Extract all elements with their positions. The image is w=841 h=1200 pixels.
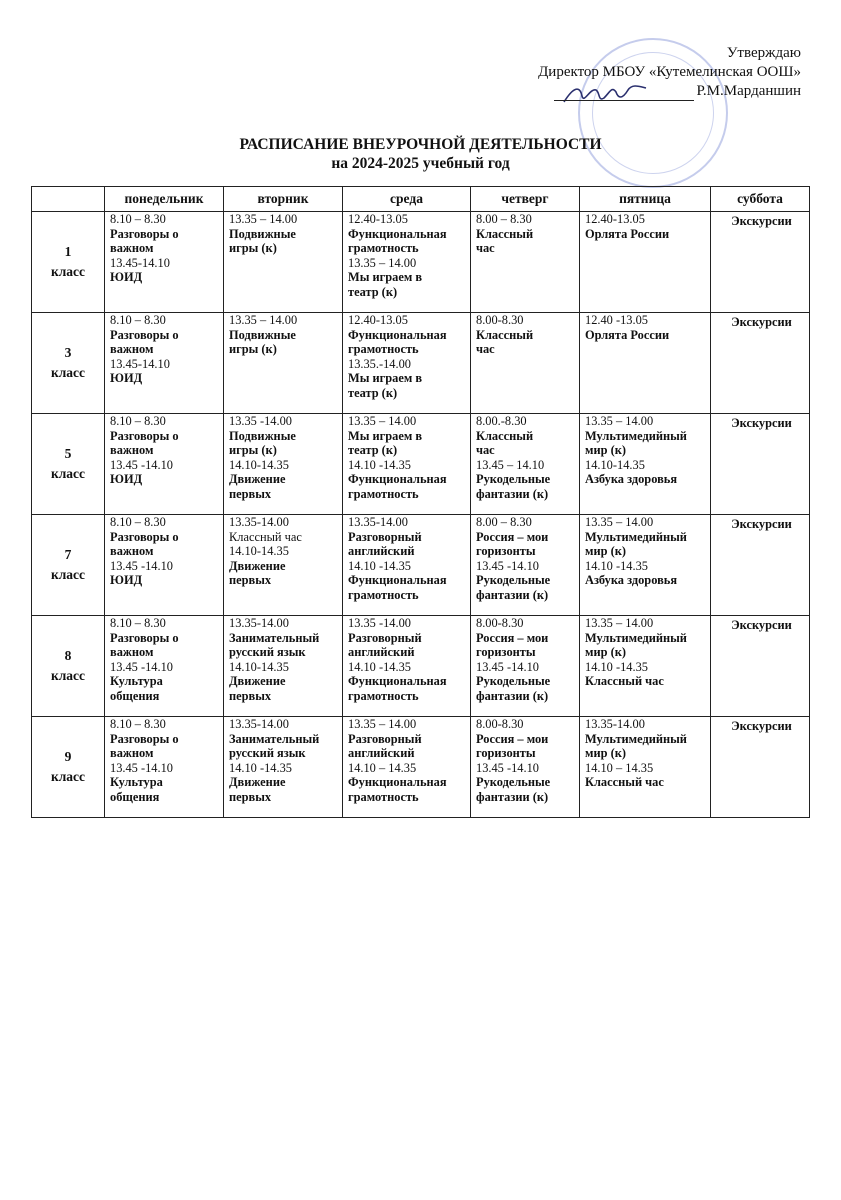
activity-name: Разговоры о — [110, 529, 179, 544]
day-header: пятница — [580, 187, 711, 212]
schedule-cell — [224, 717, 343, 818]
time-slot: 8.00-8.30 — [476, 313, 524, 327]
time-slot: 13.35-14.00 — [229, 616, 289, 630]
schedule-cell — [471, 212, 580, 313]
activity-name: театр (к) — [348, 385, 398, 400]
time-slot: 13.35 -14.00 — [348, 616, 411, 630]
time-slot: 13.35 – 14.00 — [348, 717, 417, 731]
activity-name: Функциональная — [348, 327, 447, 342]
activity-name: общения — [110, 789, 160, 804]
class-row — [32, 313, 810, 414]
class-row — [32, 616, 810, 717]
activity-name: Разговорный — [348, 529, 422, 544]
schedule-cell — [343, 717, 471, 818]
activity-name: важном — [110, 645, 154, 659]
day-header: понедельник — [105, 187, 224, 212]
header-row — [32, 187, 810, 212]
activity-name: Мы играем в — [348, 428, 423, 443]
class-label-line: класс — [50, 466, 86, 481]
activity-name: Подвижные — [229, 428, 296, 443]
activity-name: Орлята России — [585, 327, 670, 342]
activity-name: Рукодельные — [476, 674, 551, 688]
time-slot: 13.45 -14.10 — [110, 659, 173, 674]
activity-name: фантазии (к) — [476, 789, 549, 804]
activity-name: Классный час — [585, 775, 664, 789]
time-slot: 8.10 – 8.30 — [110, 515, 166, 529]
class-label-line: класс — [50, 769, 86, 784]
activity-name: Рукодельные — [476, 573, 551, 587]
time-slot: 14.10-14.35 — [585, 457, 645, 472]
class-label-line: 9 — [64, 749, 72, 764]
saturday-activity: Экскурсии — [731, 214, 792, 228]
saturday-cell — [711, 414, 810, 515]
schedule-cell — [343, 212, 471, 313]
activity-name: важном — [110, 746, 154, 760]
activity-name: Разговоры о — [110, 226, 179, 241]
time-slot: 12.40-13.05 — [348, 313, 408, 327]
class-label-line: 5 — [64, 446, 72, 461]
time-slot: 14.10 – 14.35 — [348, 760, 417, 775]
activity-name: английский — [348, 544, 415, 558]
class-row — [32, 414, 810, 515]
activity-name: грамотность — [348, 342, 419, 356]
activity-name: Разговоры о — [110, 327, 179, 342]
saturday-cell — [711, 717, 810, 818]
schedule-cell — [105, 616, 224, 717]
activity-name: театр (к) — [348, 443, 398, 457]
activity-name: театр (к) — [348, 284, 398, 299]
approval-title: Утверждаю — [726, 45, 801, 61]
saturday-activity: Экскурсии — [731, 719, 792, 733]
schedule-cell — [105, 515, 224, 616]
saturday-activity: Экскурсии — [731, 315, 792, 329]
time-slot: 12.40 -13.05 — [585, 313, 648, 327]
schedule-cell — [580, 515, 711, 616]
activity-name: Россия – мои — [476, 731, 549, 746]
activity-name: важном — [110, 342, 154, 356]
day-header: среда — [343, 187, 471, 212]
activity-name: час — [476, 241, 495, 255]
activity-name: мир (к) — [585, 746, 626, 760]
class-label-line: 7 — [64, 547, 72, 562]
time-slot: 8.10 – 8.30 — [110, 212, 166, 226]
activity-name: Мультимедийный — [585, 428, 687, 443]
saturday-activity: Экскурсии — [731, 618, 792, 632]
activity-name: фантазии (к) — [476, 486, 549, 501]
time-slot: 13.35-14.00 — [585, 717, 645, 731]
class-row — [32, 515, 810, 616]
schedule-cell — [343, 414, 471, 515]
title-sub: на 2024-2025 учебный год — [331, 155, 510, 172]
schedule-cell — [224, 616, 343, 717]
time-slot: 14.10-14.35 — [229, 544, 289, 558]
time-slot: 14.10 -14.35 — [348, 558, 411, 573]
time-slot: 13.45 -14.10 — [476, 558, 539, 573]
activity-name: Функциональная — [348, 775, 447, 789]
activity-name: грамотность — [348, 486, 419, 501]
saturday-cell — [711, 616, 810, 717]
activity-name: мир (к) — [585, 645, 626, 659]
schedule-cell — [343, 313, 471, 414]
time-slot: 14.10 -14.35 — [348, 659, 411, 674]
activity-name: Разговоры о — [110, 630, 179, 645]
day-header: суббота — [711, 187, 810, 212]
title-main: РАСПИСАНИЕ ВНЕУРОЧНОЙ ДЕЯТЕЛЬНОСТИ — [239, 136, 602, 153]
approval-position: Директор МБОУ «Кутемелинская ООШ» — [538, 64, 801, 80]
activity-name: Азбука здоровья — [585, 472, 678, 486]
activity-name: Занимательный — [229, 630, 320, 645]
activity-name: Орлята России — [585, 226, 670, 241]
schedule-cell — [471, 313, 580, 414]
class-label-line: класс — [50, 365, 86, 380]
schedule-cell — [343, 515, 471, 616]
schedule-cell — [105, 414, 224, 515]
time-slot: 13.35-14.00 — [348, 515, 408, 529]
time-slot: 12.40-13.05 — [348, 212, 408, 226]
activity-name: Подвижные — [229, 327, 296, 342]
time-slot: 12.40-13.05 — [585, 212, 645, 226]
time-slot: 8.10 – 8.30 — [110, 717, 166, 731]
activity-name: Культура — [110, 674, 163, 688]
time-slot: 14.10 -14.35 — [585, 659, 648, 674]
class-label-line: 8 — [64, 648, 72, 663]
activity-name: Функциональная — [348, 573, 447, 587]
activity-name: Россия – мои — [476, 529, 549, 544]
class-label-line: класс — [50, 264, 86, 279]
activity-name: русский язык — [229, 746, 306, 760]
activity-name: Разговорный — [348, 630, 422, 645]
schedule-cell — [471, 616, 580, 717]
time-slot: 14.10 -14.35 — [348, 457, 411, 472]
schedule-cell — [224, 212, 343, 313]
activity-name: Классный час — [585, 674, 664, 688]
saturday-cell — [711, 515, 810, 616]
time-slot: 13.35 – 14.00 — [585, 414, 654, 428]
time-slot: 13.35-14.00 — [229, 717, 289, 731]
activity-name: Культура — [110, 775, 163, 789]
time-slot: 13.35 – 14.00 — [348, 255, 417, 270]
activity-name: грамотность — [348, 587, 419, 602]
time-slot: 13.35 – 14.00 — [229, 313, 298, 327]
activity-name: английский — [348, 645, 415, 659]
time-slot: Классный час — [229, 529, 302, 544]
activity-name: фантазии (к) — [476, 688, 549, 703]
time-slot: 8.00-8.30 — [476, 717, 524, 731]
activity-name: фантазии (к) — [476, 587, 549, 602]
schedule-cell — [224, 414, 343, 515]
activity-name: Разговорный — [348, 731, 422, 746]
schedule-cell — [580, 414, 711, 515]
class-row — [32, 717, 810, 818]
time-slot: 13.35 – 14.00 — [348, 414, 417, 428]
activity-name: Движение — [229, 775, 286, 789]
activity-name: грамотность — [348, 789, 419, 804]
schedule-cell — [224, 313, 343, 414]
schedule-cell — [580, 616, 711, 717]
activity-name: Функциональная — [348, 674, 447, 688]
schedule-cell — [471, 414, 580, 515]
class-label — [32, 414, 105, 515]
day-header: четверг — [471, 187, 580, 212]
class-label-line: 3 — [64, 345, 72, 360]
activity-name: горизонты — [476, 746, 536, 760]
activity-name: мир (к) — [585, 443, 626, 457]
activity-name: важном — [110, 241, 154, 255]
schedule-cell — [580, 717, 711, 818]
time-slot: 13.35 -14.00 — [229, 414, 292, 428]
time-slot: 13.45-14.10 — [110, 255, 170, 270]
time-slot: 13.45 -14.10 — [110, 558, 173, 573]
time-slot: 13.35-14.00 — [229, 515, 289, 529]
activity-name: первых — [229, 688, 272, 703]
class-label-line: класс — [50, 668, 86, 683]
director-name: Р.М.Марданшин — [696, 83, 801, 99]
activity-name: Россия – мои — [476, 630, 549, 645]
schedule-cell — [471, 515, 580, 616]
class-label-line: класс — [50, 567, 86, 582]
time-slot: 13.45 -14.10 — [110, 760, 173, 775]
time-slot: 8.10 – 8.30 — [110, 313, 166, 327]
time-slot: 8.10 – 8.30 — [110, 414, 166, 428]
time-slot: 14.10 – 14.35 — [585, 760, 654, 775]
activity-name: грамотность — [348, 241, 419, 255]
time-slot: 13.35 – 14.00 — [585, 616, 654, 630]
time-slot: 14.10 -14.35 — [229, 760, 292, 775]
schedule-cell — [580, 313, 711, 414]
activity-name: английский — [348, 746, 415, 760]
saturday-activity: Экскурсии — [731, 517, 792, 531]
activity-name: Мультимедийный — [585, 630, 687, 645]
time-slot: 8.10 – 8.30 — [110, 616, 166, 630]
activity-name: грамотность — [348, 688, 419, 703]
time-slot: 14.10 -14.35 — [585, 558, 648, 573]
schedule-cell — [580, 212, 711, 313]
day-header: вторник — [224, 187, 343, 212]
activity-name: Мультимедийный — [585, 731, 687, 746]
time-slot: 8.00 – 8.30 — [476, 515, 532, 529]
activity-name: игры (к) — [229, 342, 277, 356]
activity-name: Рукодельные — [476, 775, 551, 789]
activity-name: русский язык — [229, 645, 306, 659]
activity-name: ЮИД — [110, 270, 143, 284]
schedule-cell — [105, 212, 224, 313]
activity-name: Движение — [229, 558, 286, 573]
activity-name: Мы играем в — [348, 371, 423, 385]
document-title — [0, 135, 841, 173]
schedule-cell — [471, 717, 580, 818]
time-slot: 13.35.-14.00 — [348, 356, 411, 371]
activity-name: Функциональная — [348, 226, 447, 241]
activity-name: горизонты — [476, 544, 536, 558]
class-label — [32, 515, 105, 616]
schedule-cell — [224, 515, 343, 616]
approval-block — [538, 44, 801, 101]
time-slot: 13.45 -14.10 — [110, 457, 173, 472]
activity-name: Рукодельные — [476, 472, 551, 486]
activity-name: игры (к) — [229, 443, 277, 457]
activity-name: Разговоры о — [110, 428, 179, 443]
activity-name: Мы играем в — [348, 270, 423, 284]
class-row — [32, 212, 810, 313]
activity-name: Занимательный — [229, 731, 320, 746]
class-label — [32, 212, 105, 313]
activity-name: Подвижные — [229, 226, 296, 241]
class-label — [32, 717, 105, 818]
time-slot: 13.35 – 14.00 — [585, 515, 654, 529]
saturday-activity: Экскурсии — [731, 416, 792, 430]
activity-name: час — [476, 342, 495, 356]
class-label — [32, 616, 105, 717]
saturday-cell — [711, 313, 810, 414]
activity-name: Движение — [229, 674, 286, 688]
time-slot: 14.10-14.35 — [229, 659, 289, 674]
time-slot: 8.00 – 8.30 — [476, 212, 532, 226]
activity-name: Классный — [476, 327, 534, 342]
activity-name: ЮИД — [110, 371, 143, 385]
schedule-cell — [105, 717, 224, 818]
activity-name: мир (к) — [585, 544, 626, 558]
time-slot: 13.45 -14.10 — [476, 659, 539, 674]
activity-name: Азбука здоровья — [585, 573, 678, 587]
activity-name: важном — [110, 544, 154, 558]
activity-name: Движение — [229, 472, 286, 486]
activity-name: первых — [229, 486, 272, 501]
signature-underline — [554, 86, 694, 101]
corner-cell — [32, 187, 105, 212]
approval-signature-line — [538, 82, 801, 101]
activity-name: Классный — [476, 226, 534, 241]
activity-name: ЮИД — [110, 472, 143, 486]
schedule-table — [31, 186, 810, 818]
time-slot: 8.00-8.30 — [476, 616, 524, 630]
class-label — [32, 313, 105, 414]
schedule-cell — [105, 313, 224, 414]
time-slot: 8.00.-8.30 — [476, 414, 527, 428]
time-slot: 13.45 -14.10 — [476, 760, 539, 775]
activity-name: общения — [110, 688, 160, 703]
time-slot: 13.35 – 14.00 — [229, 212, 298, 226]
time-slot: 13.45 – 14.10 — [476, 457, 545, 472]
saturday-cell — [711, 212, 810, 313]
activity-name: первых — [229, 789, 272, 804]
activity-name: Разговоры о — [110, 731, 179, 746]
activity-name: первых — [229, 573, 272, 587]
activity-name: горизонты — [476, 645, 536, 659]
time-slot: 13.45-14.10 — [110, 356, 170, 371]
activity-name: Мультимедийный — [585, 529, 687, 544]
activity-name: игры (к) — [229, 241, 277, 255]
activity-name: Функциональная — [348, 472, 447, 486]
activity-name: ЮИД — [110, 573, 143, 587]
activity-name: Классный — [476, 428, 534, 443]
activity-name: важном — [110, 443, 154, 457]
class-label-line: 1 — [64, 244, 72, 259]
schedule-cell — [343, 616, 471, 717]
time-slot: 14.10-14.35 — [229, 457, 289, 472]
activity-name: час — [476, 443, 495, 457]
